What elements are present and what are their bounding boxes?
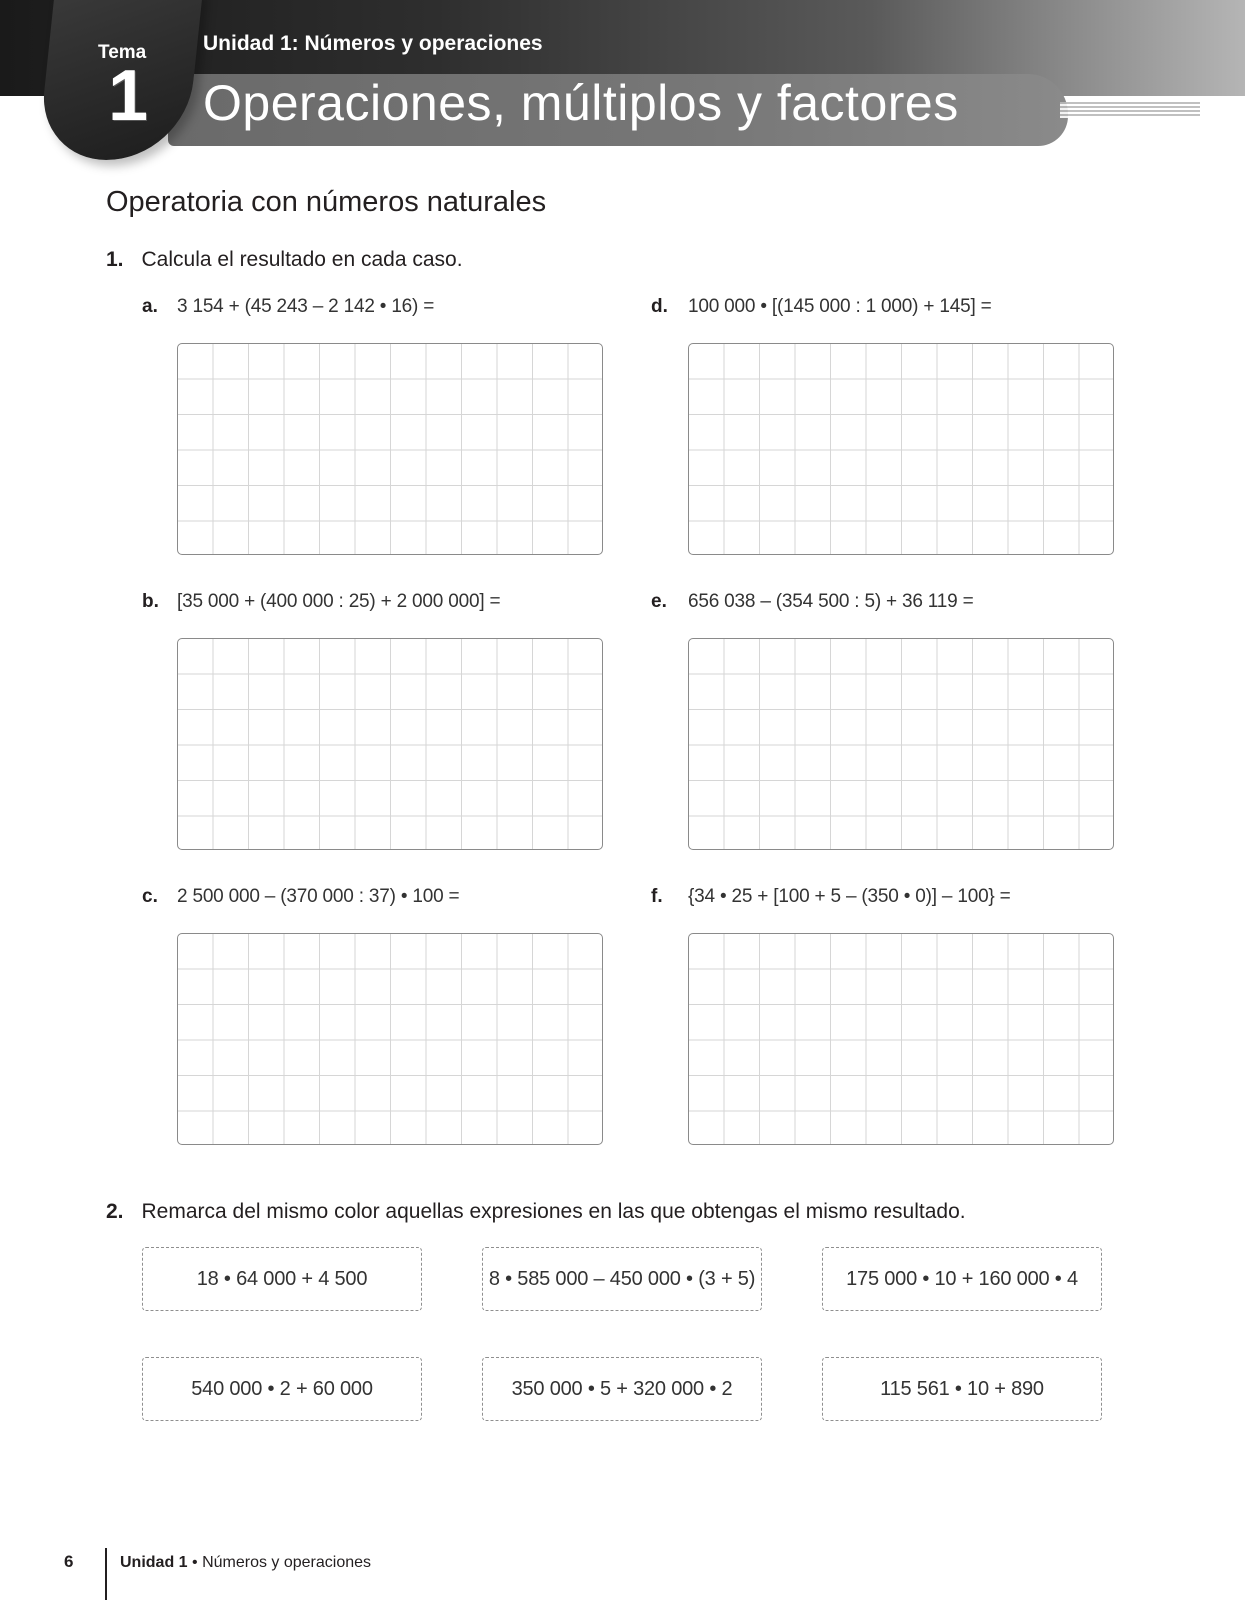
expression-box[interactable]: 540 000 • 2 + 60 000 [142, 1357, 422, 1421]
expression-box[interactable]: 8 • 585 000 – 450 000 • (3 + 5) [482, 1247, 762, 1311]
item-c-label: c. [142, 886, 158, 907]
item-a-answer-grid[interactable] [177, 343, 603, 555]
exercise-1-instruction-line [106, 248, 463, 272]
expression-box[interactable]: 18 • 64 000 + 4 500 [142, 1247, 422, 1311]
footer-text [120, 1554, 371, 1572]
item-c-answer-grid[interactable] [177, 933, 603, 1145]
item-d-expression: 100 000 • [(145 000 : 1 000) + 145] = [688, 296, 992, 317]
exercise-2-instruction: Remarca del mismo color aquellas expresiones en las que obtengas el mismo resultado. [141, 1200, 966, 1223]
expression-box[interactable]: 350 000 • 5 + 320 000 • 2 [482, 1357, 762, 1421]
footer-unit: Unidad 1 [120, 1554, 188, 1571]
item-e-answer-grid[interactable] [688, 638, 1114, 850]
item-d-answer-grid[interactable] [688, 343, 1114, 555]
item-f-answer-grid[interactable] [688, 933, 1114, 1145]
exercise-2-number: 2. [106, 1200, 124, 1223]
item-f-expression: {34 • 25 + [100 + 5 – (350 • 0)] – 100} = [688, 886, 1011, 907]
item-c-expression: 2 500 000 – (370 000 : 37) • 100 = [177, 886, 460, 907]
tema-number: 1 [108, 56, 149, 136]
footer-separator: • [187, 1554, 203, 1571]
exercise-2-instruction-line [106, 1200, 966, 1224]
item-b-label: b. [142, 591, 159, 612]
footer-page-number: 6 [64, 1552, 74, 1571]
exercise-1-instruction: Calcula el resultado en cada caso. [141, 248, 463, 271]
section-title: Operatoria con números naturales [106, 186, 547, 218]
footer-divider [105, 1548, 107, 1600]
item-e-expression: 656 038 – (354 500 : 5) + 36 119 = [688, 591, 974, 612]
item-b-expression: [35 000 + (400 000 : 25) + 2 000 000] = [177, 591, 501, 612]
item-f-label: f. [651, 886, 663, 907]
expression-box[interactable]: 115 561 • 10 + 890 [822, 1357, 1102, 1421]
item-e-label: e. [651, 591, 667, 612]
exercise-1-number: 1. [106, 248, 124, 271]
item-b-answer-grid[interactable] [177, 638, 603, 850]
expression-box[interactable]: 175 000 • 10 + 160 000 • 4 [822, 1247, 1102, 1311]
footer-topic: Números y operaciones [202, 1554, 372, 1571]
item-d-label: d. [651, 296, 668, 317]
page-title: Operaciones, múltiplos y factores [203, 75, 959, 131]
brush-stroke-tail [1060, 102, 1200, 118]
tema-label: Tema [98, 42, 147, 63]
item-a-expression: 3 154 + (45 243 – 2 142 • 16) = [177, 296, 435, 317]
item-a-label: a. [142, 296, 158, 317]
unit-title: Unidad 1: Números y operaciones [203, 32, 543, 55]
